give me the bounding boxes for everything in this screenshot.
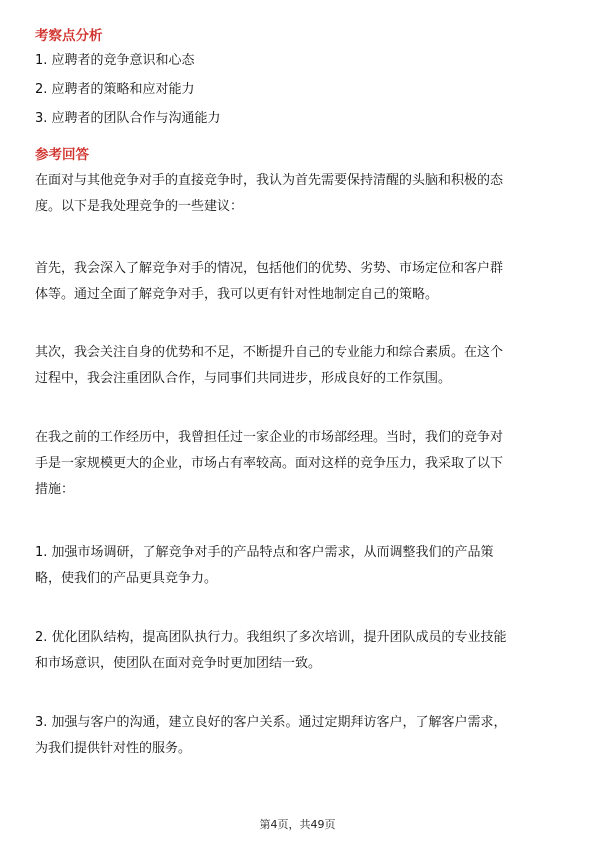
paragraph-line: 3. 加强与客户的沟通，建立良好的客户关系。通过定期拜访客户，了解客户需求， xyxy=(35,715,507,730)
paragraph-line: 体等。通过全面了解竞争对手，我可以更有针对性地制定自己的策略。 xyxy=(35,287,439,302)
answer-paragraph xyxy=(35,340,563,392)
paragraph-line: 为我们提供针对性的服务。 xyxy=(35,741,192,756)
paragraph-line: 其次，我会关注自身的优势和不足，不断提升自己的专业能力和综合素质。在这个 xyxy=(35,345,504,360)
answer-paragraph xyxy=(35,540,563,592)
paragraph-line: 略，使我们的产品更具竞争力。 xyxy=(35,571,218,586)
paragraph-line: 措施： xyxy=(35,482,75,497)
answer-paragraph xyxy=(35,256,563,308)
answer-heading: 参考回答 xyxy=(35,147,89,163)
answer-paragraph xyxy=(35,625,563,677)
analysis-item: 3. 应聘者的团队合作与沟通能力 xyxy=(35,111,221,126)
paragraph-line: 1. 加强市场调研，了解竞争对手的产品特点和客户需求，从而调整我们的产品策 xyxy=(35,545,494,560)
analysis-heading: 考察点分析 xyxy=(35,28,103,44)
page-number: 第4页，共49页 xyxy=(259,818,336,831)
paragraph-line: 过程中，我会注重团队合作，与同事们共同进步，形成良好的工作氛围。 xyxy=(35,371,452,386)
paragraph-line: 2. 优化团队结构，提高团队执行力。我组织了多次培训，提升团队成员的专业技能 xyxy=(35,630,507,645)
paragraph-line: 首先，我会深入了解竞争对手的情况，包括他们的优势、劣势、市场定位和客户群 xyxy=(35,261,504,276)
analysis-item: 2. 应聘者的策略和应对能力 xyxy=(35,82,195,97)
paragraph-line: 在面对与其他竞争对手的直接竞争时，我认为首先需要保持清醒的头脑和积极的态 xyxy=(35,173,504,188)
paragraph-line: 在我之前的工作经历中，我曾担任过一家企业的市场部经理。当时，我们的竞争对 xyxy=(35,430,504,445)
answer-paragraph xyxy=(35,168,563,220)
answer-paragraph xyxy=(35,425,563,503)
analysis-item: 1. 应聘者的竞争意识和心态 xyxy=(35,53,195,68)
paragraph-line: 和市场意识，使团队在面对竞争时更加团结一致。 xyxy=(35,656,322,671)
paragraph-line: 度。以下是我处理竞争的一些建议： xyxy=(35,199,244,214)
answer-paragraph xyxy=(35,710,563,762)
paragraph-line: 手是一家规模更大的企业，市场占有率较高。面对这样的竞争压力，我采取了以下 xyxy=(35,456,504,471)
